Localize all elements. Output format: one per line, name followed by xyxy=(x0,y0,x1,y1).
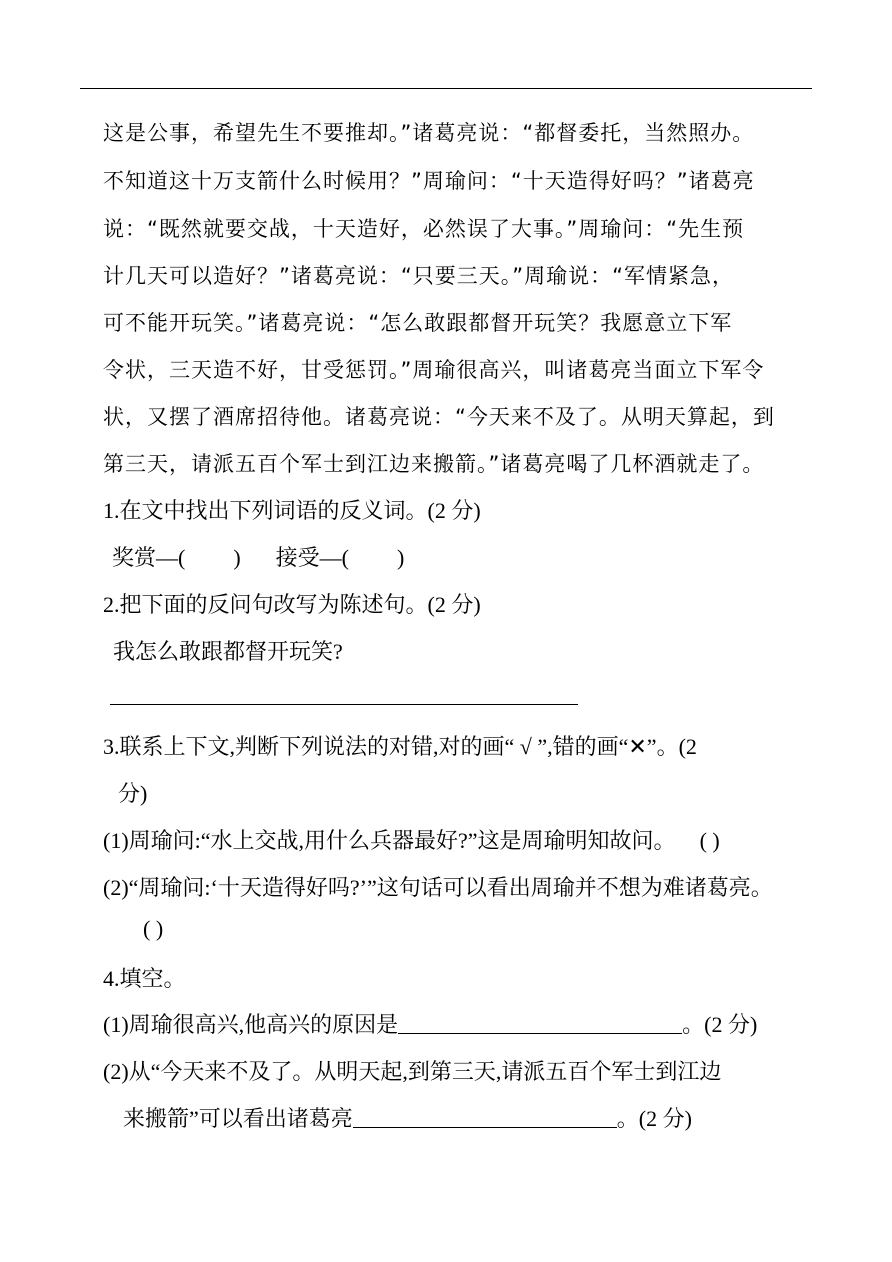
passage-line-1: 这是公事，希望先生不要推却。”诸葛亮说：“都督委托，当然照办。 xyxy=(103,121,755,145)
header-rule xyxy=(80,88,812,89)
question-2-sentence: 我怎么敢跟都督开玩笑? xyxy=(113,639,343,664)
question-2-answer-line[interactable] xyxy=(110,704,578,705)
fill-blank-1[interactable] xyxy=(398,1013,682,1034)
question-4-item-2: (2)从“今天来不及了。从明天起,到第三天,请派五百个军士到江边 xyxy=(103,1059,722,1084)
antonym-item-a: 奖赏—( xyxy=(112,545,186,570)
passage-line-7: 状，又摆了酒席招待他。诸葛亮说：“今天来不及了。从明天算起，到 xyxy=(103,405,775,429)
passage-line-8: 第三天，请派五百个军士到江边来搬箭。”诸葛亮喝了几杯酒就走了。 xyxy=(103,452,765,476)
question-1-title: 1.在文中找出下列词语的反义词。(2 分) xyxy=(103,498,481,523)
question-1-items: 奖赏—( ) 接受—( ) xyxy=(112,545,405,570)
passage-line-5: 可不能开玩笑。”诸葛亮说：“怎么敢跟都督开玩笑？我愿意立下军 xyxy=(103,311,733,335)
question-3-title: 3.联系上下文,判断下列说法的对错,对的画“ √ ”,错的画“✕”。(2 xyxy=(103,734,697,759)
passage-line-3: 说：“既然就要交战，十天造好，必然误了大事。”周瑜问：“先生预 xyxy=(103,217,745,241)
question-4-item-1: (1)周瑜很高兴,他高兴的原因是 。(2 分) xyxy=(103,1012,758,1037)
question-3-title-cont: 分) xyxy=(118,781,148,806)
question-4-item-2-cont: 来搬箭”可以看出诸葛亮 。(2 分) xyxy=(123,1106,692,1131)
antonym-item-b: 接受—( xyxy=(275,545,349,570)
passage-line-6: 令状，三天造不好，甘受惩罚。”周瑜很高兴，叫诸葛亮当面立下军令 xyxy=(103,358,765,382)
question-3-item-1: (1)周瑜问:“水上交战,用什么兵器最好?”这是周瑜明知故问。 ( ) xyxy=(103,826,720,856)
question-3-item-2: (2)“周瑜问:‘十天造得好吗?’”这句话可以看出周瑜并不想为难诸葛亮。 xyxy=(103,875,773,900)
passage-line-2: 不知道这十万支箭什么时候用？”周瑜问：“十天造得好吗？”诸葛亮 xyxy=(103,169,755,193)
judge-paren-1[interactable]: ( ) xyxy=(699,828,720,853)
passage-line-4: 计几天可以造好？”诸葛亮说：“只要三天。”周瑜说：“军情紧急， xyxy=(103,264,735,288)
question-4-title: 4.填空。 xyxy=(103,966,186,991)
fill-blank-2[interactable] xyxy=(353,1107,617,1128)
judge-paren-2[interactable]: ( ) xyxy=(143,916,164,941)
question-2-title: 2.把下面的反问句改写为陈述句。(2 分) xyxy=(103,592,481,617)
